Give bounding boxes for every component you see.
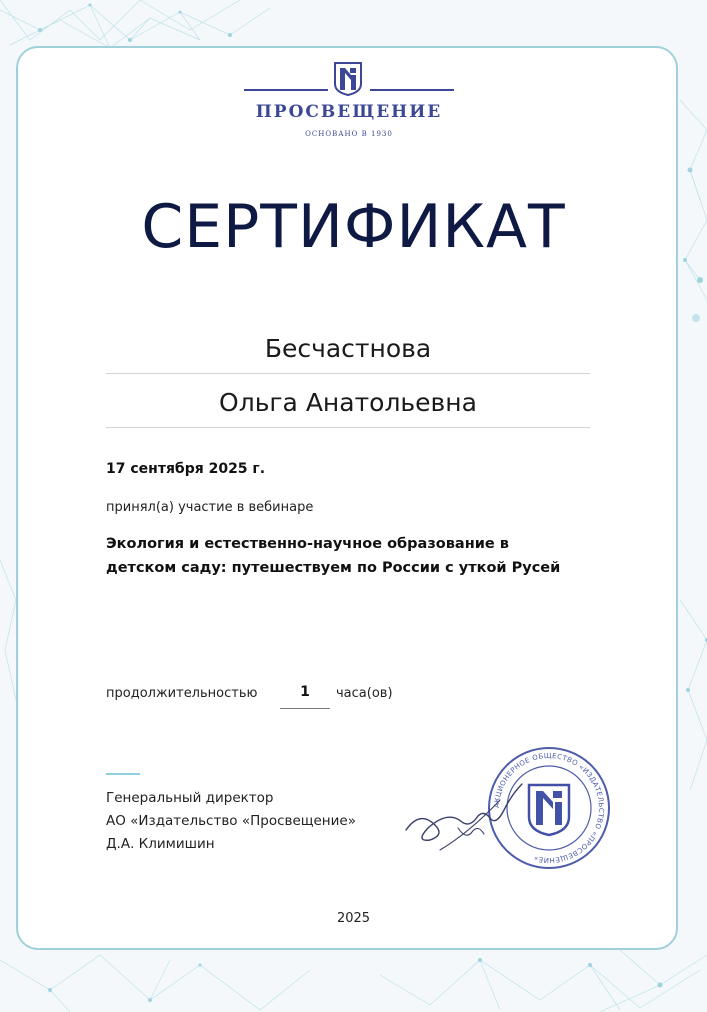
logo-right-line xyxy=(370,89,454,91)
duration-underline xyxy=(280,708,330,709)
logo-subtitle: ОСНОВАНО В 1930 xyxy=(305,130,393,138)
signatory-position: Генеральный директор xyxy=(106,790,274,806)
signatory-name: Д.А. Климишин xyxy=(106,836,215,852)
webinar-title: Экология и естественно-научное образование в детском саду: путешествуем по России с уткой Русей xyxy=(106,536,561,576)
recipient-surname: Бесчастнова xyxy=(264,334,432,363)
surname-rule xyxy=(106,373,590,374)
recipient-given-names: Ольга Анатольевна xyxy=(219,388,477,417)
publisher-logo xyxy=(244,62,454,142)
given-names-rule xyxy=(106,427,590,428)
signatory-organization: АО «Издательство «Просвещение» xyxy=(106,813,356,829)
signatory-accent-line xyxy=(106,773,140,775)
prosveshchenie-logo-icon xyxy=(334,62,362,96)
logo-name: ПРОСВЕЩЕНИЕ xyxy=(255,102,443,122)
event-date: 17 сентября 2025 г. xyxy=(106,461,266,477)
participation-text: принял(а) участие в вебинаре xyxy=(106,500,314,515)
certificate-year: 2025 xyxy=(336,911,371,926)
duration-value: 1 xyxy=(300,684,310,700)
logo-left-line xyxy=(244,89,328,91)
stamp-text: АКЦИОНЕРНОЕ ОБЩЕСТВО «ИЗДАТЕЛЬСТВО «ПРОСВЕЩЕНИЕ» xyxy=(492,751,606,865)
signature-icon xyxy=(400,770,530,860)
certificate-title: СЕРТИФИКАТ xyxy=(141,192,566,262)
duration-label: продолжительностью xyxy=(106,686,258,701)
duration-unit: часа(ов) xyxy=(336,686,393,701)
